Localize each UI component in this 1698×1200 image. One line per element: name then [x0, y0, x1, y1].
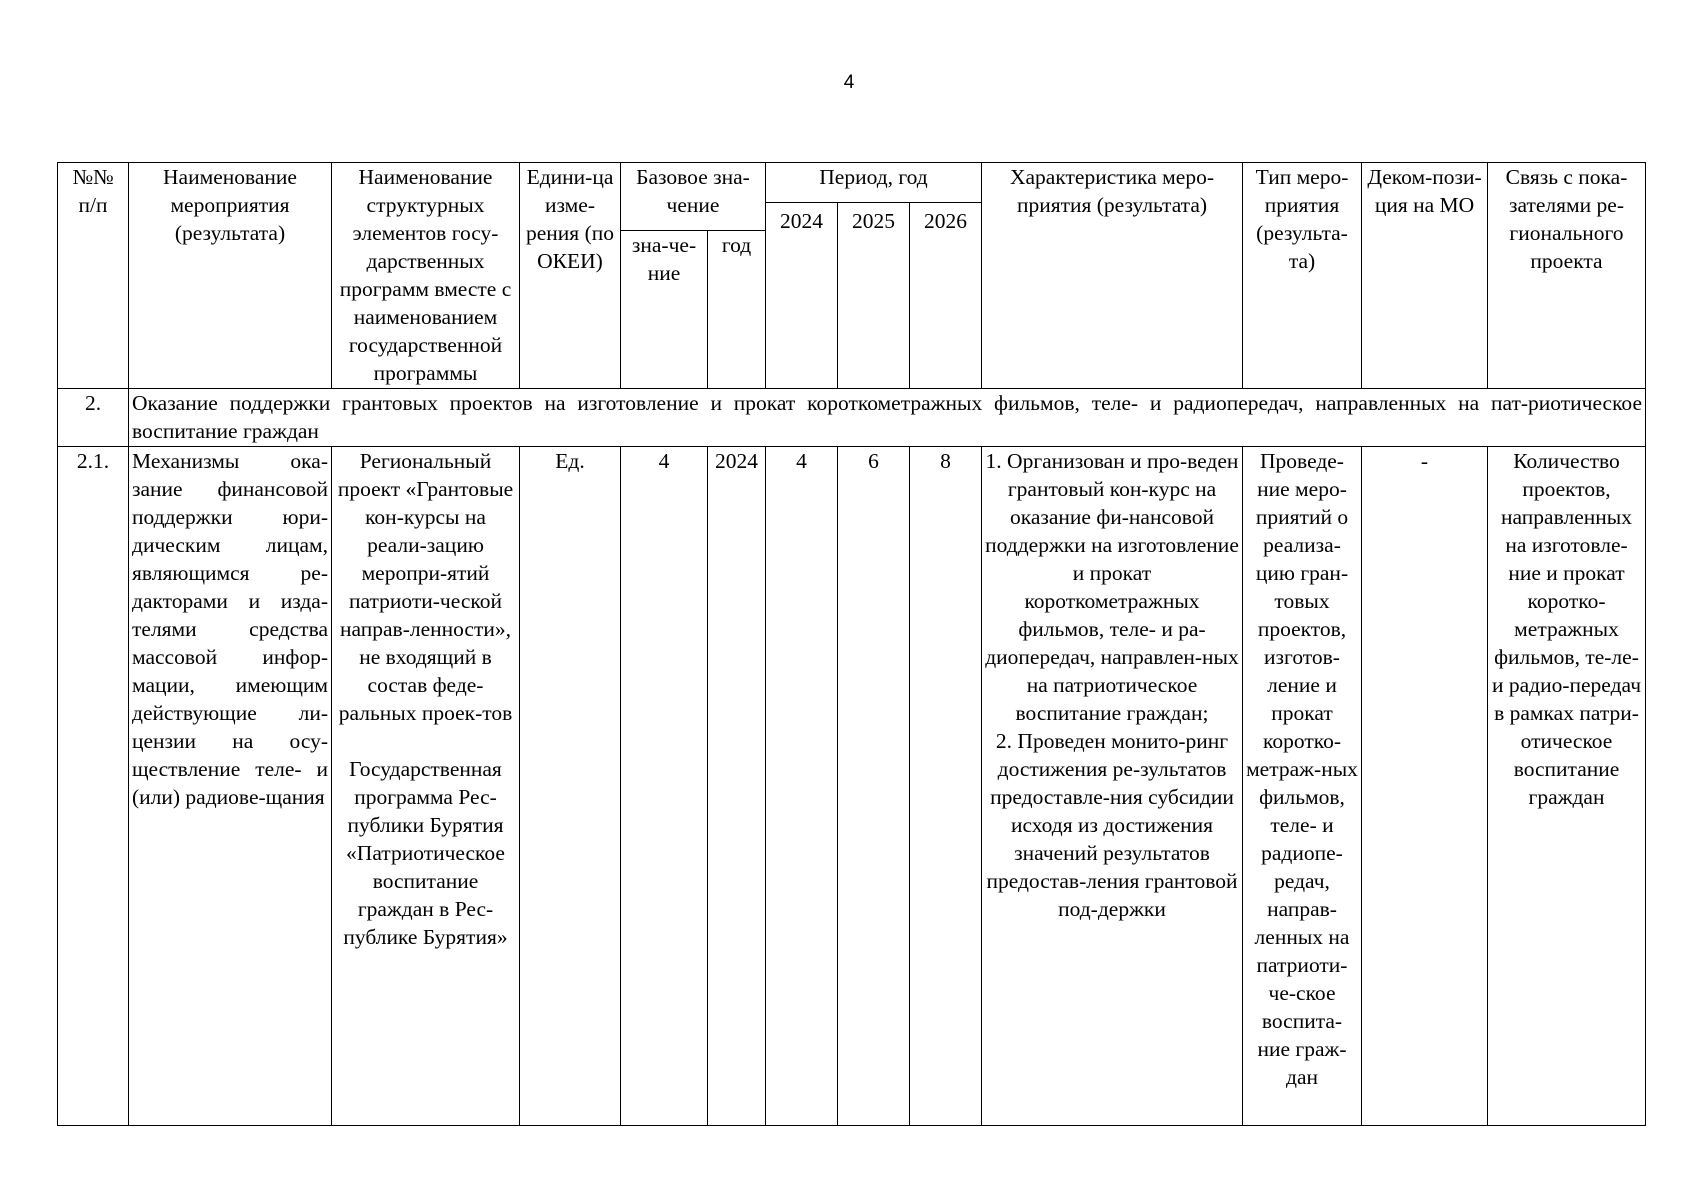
- row-link: Количество проектов, направленных на изготовле-ние и прокат коротко-метражных фильмов, те-ле- и радио-передач в рамках патри-отическое воспитание граждан: [1488, 447, 1646, 1126]
- row-activity-name: Механизмы ока-зание финансовой поддержки юри-дическим лицам, являющимся ре-дакторами и изда-телями средства массовой инфор-мации, имеющим действующие ли-цензии на осу-ществление теле- и (или) радиове-щания: [129, 447, 332, 1126]
- row-characteristic: 1. Организован и про-веден грантовый кон-курс на оказание фи-нансовой поддержки на изготовление и прокат короткометражных фильмов, теле- и ра-диопередач, направлен-ных на патриотическое воспитание граждан; 2. Проведен монито-ринг достижения ре-зультатов предоставле-ния субсидии исходя из достижения значений результатов предостав-ления грантовой под-держки: [982, 447, 1243, 1126]
- header-year-2026: 2026: [910, 203, 982, 389]
- row-regional-project: Региональный проект «Грантовые кон-курсы на реали-зацию меропри-ятий патриоти-ческой направ-ленности», не входящий в состав феде-ральных проек-тов: [337, 449, 514, 725]
- row-value-2024: 4: [766, 447, 838, 1126]
- row-structural-elements: [332, 447, 520, 1126]
- header-year-2025: 2025: [838, 203, 910, 389]
- header-activity-name: Наименование мероприятия (результата): [129, 163, 332, 389]
- row-base-value: 4: [621, 447, 708, 1126]
- header-link: Связь с пока-зателями ре-гионального проекта: [1488, 163, 1646, 389]
- header-row: [58, 163, 1646, 203]
- row-number: 2.1.: [58, 447, 129, 1126]
- header-base-value: Базовое зна-чение: [621, 163, 766, 231]
- header-decomposition: Деком-пози-ция на МО: [1362, 163, 1488, 389]
- header-structural-elements: Наименование структурных элементов госу-дарственных программ вместе с наименованием государственной программы: [332, 163, 520, 389]
- table-row: [58, 447, 1646, 1126]
- row-state-program: Государственная программа Рес-публики Бурятия «Патриотическое воспитание граждан в Рес-публике Бурятия»: [343, 757, 508, 949]
- activities-table: [57, 162, 1646, 1126]
- page-number: 4: [843, 72, 855, 93]
- section-title: Оказание поддержки грантовых проектов на изготовление и прокат короткометражных фильмов, теле- и радиопередач, направленных на пат-риотическое воспитание граждан: [129, 389, 1646, 447]
- header-period: Период, год: [766, 163, 982, 203]
- row-value-2026: 8: [910, 447, 982, 1126]
- row-value-2025: 6: [838, 447, 910, 1126]
- header-characteristic: Характеристика меро-приятия (результата): [982, 163, 1243, 389]
- row-unit: Ед.: [520, 447, 621, 1126]
- header-activity-type: Тип меро-приятия (результа-та): [1243, 163, 1362, 389]
- section-row: [58, 389, 1646, 447]
- header-number: №№ п/п: [58, 163, 129, 389]
- header-base-value-year: год: [708, 231, 766, 389]
- header-unit: Едини-ца изме-рения (по ОКЕИ): [520, 163, 621, 389]
- row-base-year: 2024: [708, 447, 766, 1126]
- section-number: 2.: [58, 389, 129, 447]
- header-base-value-value: зна-че-ние: [621, 231, 708, 389]
- header-year-2024: 2024: [766, 203, 838, 389]
- row-decomposition: -: [1362, 447, 1488, 1126]
- row-activity-type: Проведе-ние меро-приятий о реализа-цию гран-товых проектов, изготов-ление и прокат коротко-метраж-ных фильмов, теле- и радиопе-редач, направ-ленных на патриоти-че-ское воспита-ние граж-дан: [1243, 447, 1362, 1126]
